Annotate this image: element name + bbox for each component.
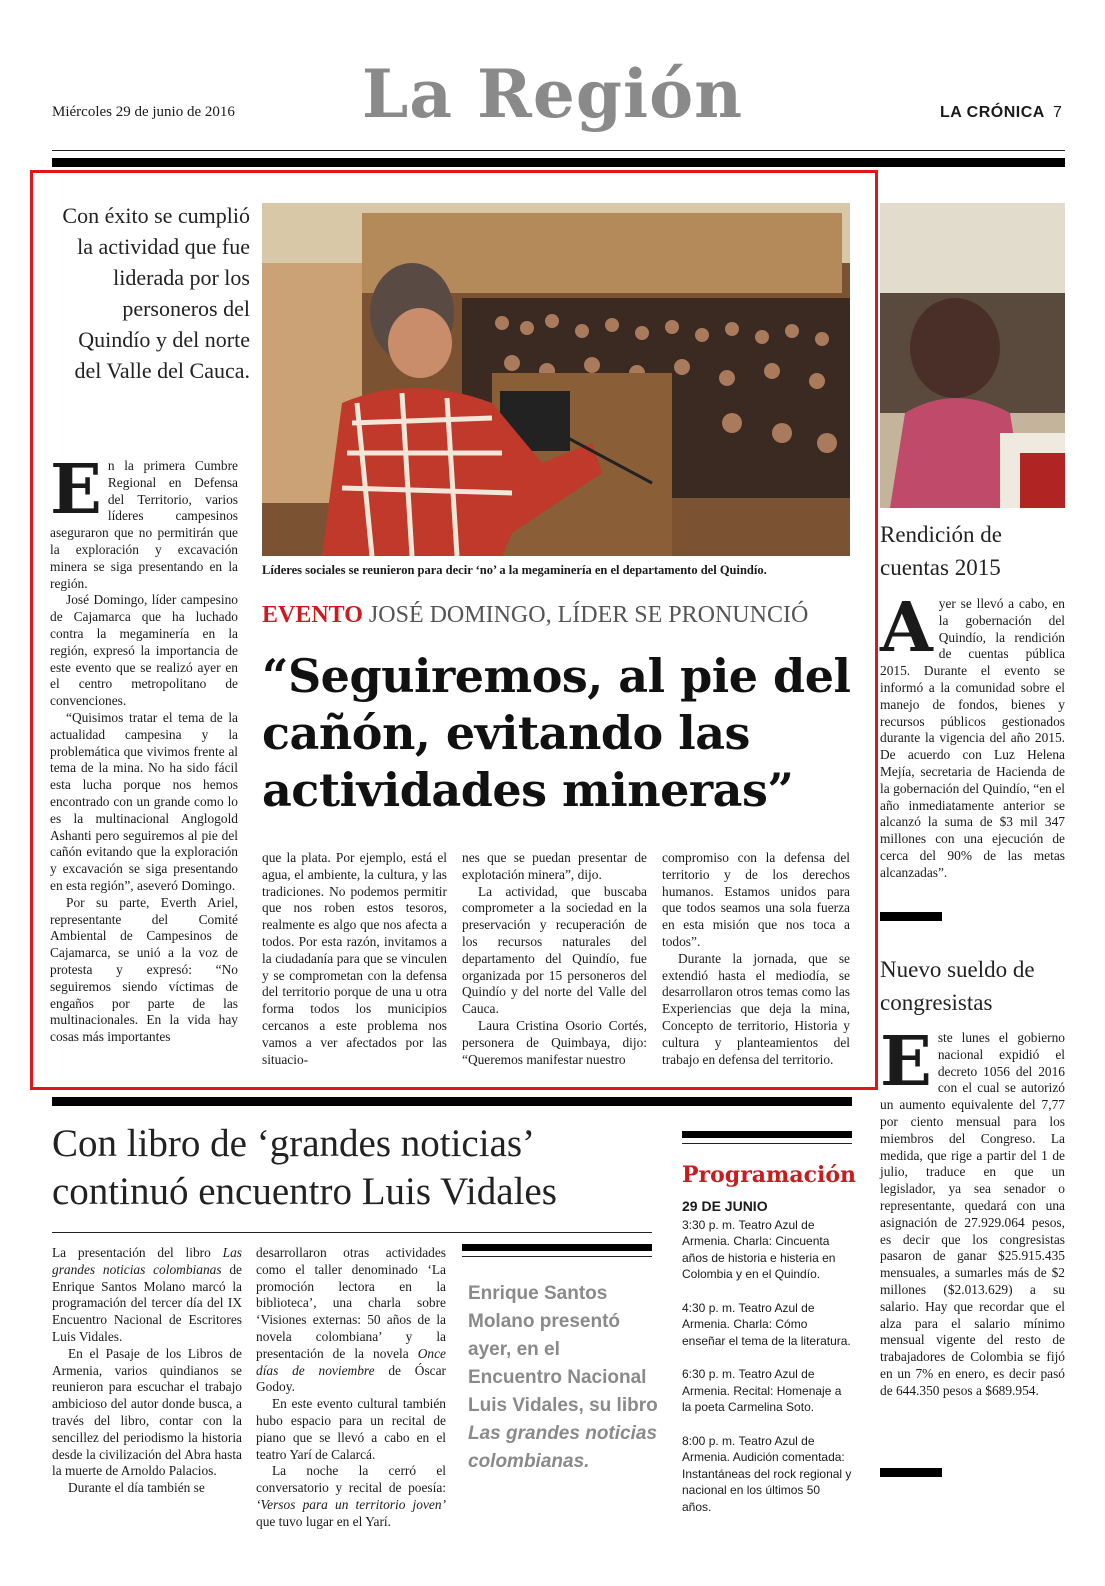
pull-rule [462,1256,652,1257]
header-rule [52,150,1065,151]
programacion-date: 29 DE JUNIO [682,1198,768,1214]
paragraph: ste lunes el gobierno nacional expidió el decreto 1056 del 2016 con el cual se autorizó un aumento equivalente del 7,77 por ciento mensual para los miembros del Congreso. La medida, que rige a partir del 1 de julio, traduce en que un legislador, ya sea senador o representante, quedará con una asignación de 27.929.064 pesos, es decir que los congresistas pasaron de ganar $25.915.435 mensuales, a sumarles más de $2 millones ($2.013.629) a su salario. Hay que recordar que el alza para el salario mínimo mensual vigente del resto de trabajadores de Colombia se fijó en un 7% en enero, es decir pasó de 644.350 pesos a $689.954. [880,1030,1065,1398]
sidebar-text-2 [880,1022,1065,1400]
prog-bar [682,1131,852,1138]
bottom-col-2 [256,1245,446,1531]
pull-bar [462,1244,652,1251]
paragraph: La presentación del libro Las grandes noticias colombianas de Enrique Santos Molano marcó la programación del tercer día del IX Encuentro Nacional de Escritores Luis Vidales. [52,1245,242,1344]
paragraph: nes que se puedan presentar de explotación minera”, dijo. [462,850,647,882]
paragraph: La noche la cerró el conversatorio y recital de poesía: ‘Versos para un territorio joven’ que tuvo lugar en el Yarí. [256,1463,446,1529]
main-col-4 [662,850,850,1068]
bottom-rule [52,1232,652,1233]
drop-cap: E [50,450,102,530]
sidebar-heading-2: Nuevo sueldo de congresistas [880,957,1035,1015]
paragraph: n la primera Cumbre Regional en Defensa del Territorio, varios líderes campesinos aseguraron que no permitirán que la exploración y excavación minera se siga presentando en la región. [50,458,238,591]
newspaper-name: LA CRÓNICA [940,104,1045,121]
sidebar-text-1 [880,588,1065,882]
paragraph: compromiso con la defensa del territorio y de los derechos humanos. Estamos unidos para que todos seamos una sola fuerza en esta misión que nos toca a todos”. [662,850,850,949]
program-item: 3:30 p. m. Teatro Azul de Armenia. Charla: Cincuenta años de historia e histeria en Colombia y en el Quindío. [682,1217,836,1281]
page-number: 7 [1053,104,1062,121]
kicker-label: EVENTO [262,602,363,628]
sidebar-divider [880,1468,942,1477]
programacion-list [682,1198,852,1532]
paragraph: que la plata. Por ejemplo, está el agua, el ambiente, la cultura, y las tradiciones. No podemos permitir que nos roben estos tesoros, realmente es algo que nos afecta a todos. Por esta razón, invitamos a la ciudadanía para que se vinculen y se comprometan con la defensa del territorio porque de una u otra forma todos los municipios cercanos a este problema nos vamos a ver afectados por las situacio- [262,850,447,1067]
sidebar-divider [880,912,942,921]
programacion-title: Programación [682,1162,856,1188]
paragraph: Durante la jornada, que se extendió hasta el mediodía, se desarrollaron otros temas como las Experiencias que deja la mina, Concepto de territorio, Historia y cultura y planteamientos del trabajo en defensa del territorio. [662,950,850,1067]
side-photo [880,203,1065,508]
sidebar-heading-1: Rendición de cuentas 2015 [880,522,1002,580]
paragraph: yer se llevó a cabo, en la gobernación del Quindío, la rendición de cuentas pública 2015. Durante el evento se informó a la comunidad sobre el manejo de fondos, bienes y recursos públicos gestionados durante la vigencia del año 2015. De acuerdo con Luz Helena Mejía, secretaria de Hacienda de la gobernación del Quindío, “en el año inmediatamente anterior se alcanzó la suma de $3 mil 347 millones con una ejecución de cerca del 90% de las metas alcanzadas”. [880,596,1065,880]
program-item: 4:30 p. m. Teatro Azul de Armenia. Charla: Cómo enseñar el tema de la literatura. [682,1300,851,1348]
story-kicker [262,602,808,629]
bottom-headline: Con libro de ‘grandes noticias’ continuó encuentro Luis Vidales [52,1122,557,1213]
drop-cap: E [880,1022,932,1102]
bottom-col-1 [52,1245,242,1497]
program-item: 6:30 p. m. Teatro Azul de Armenia. Recital: Homenaje a la poeta Carmelina Soto. [682,1367,842,1414]
paragraph: Por su parte, Everth Ariel, representante del Comité Ambiental de Campesinos de Cajamarca, se unió a la voz de protesta y expresó: “No seguiremos siendo víctimas de engaños por parte de las multinacionales. En la vida hay cosas más importantes [50,894,238,1045]
drop-cap: A [880,588,933,668]
main-col-2 [262,850,447,1068]
main-col-1 [50,450,238,1046]
header-bar [52,158,1065,167]
prog-rule [682,1143,852,1144]
main-col-3 [462,850,647,1068]
paragraph: José Domingo, líder campesino de Cajamarca que ha luchado contra la megaminería en la región, expresó la importancia de este evento que se realizó ayer en el centro metropolitano de convenciones. [50,592,238,709]
woman-photo [880,203,1065,508]
story-lede: Con éxito se cumplió la actividad que fue liderada por los personeros del Quindío y del norte del Valle del Cauca. [62,203,250,383]
program-item: 8:00 p. m. Teatro Azul de Armenia. Audición comentada: Instantáneas del rock regional y nacional en los últimos 50 años. [682,1433,852,1514]
bottom-bar [52,1097,852,1106]
paragraph: Laura Cristina Osorio Cortés, personera de Quimbaya, dijo: “Queremos manifestar nuestro [462,1017,647,1067]
main-headline: “Seguiremos, al pie del cañón, evitando las actividades mineras” [262,649,851,817]
paragraph: La actividad, que buscaba comprometer a la sociedad en la preservación y recuperación de los recursos naturales del departamento del Quindío, fue organizada por 15 personeros del Quindío y del norte del Valle del Cauca. [462,883,647,1017]
paragraph: Durante el día también se [68,1480,205,1496]
kicker-subhead: JOSÉ DOMINGO, LÍDER SE PRONUNCIÓ [368,602,809,628]
section-title: La Región [361,55,744,133]
conference-photo [262,203,850,556]
issue-date: Miércoles 29 de junio de 2016 [52,104,235,120]
paragraph: En este evento cultural también hubo espacio para un recital de piano que se llevó a cabo en el teatro Yarí de Calarcá. [256,1396,446,1462]
main-photo [262,203,850,556]
paragraph: En el Pasaje de los Libros de Armenia, varios quindianos se reunieron para escuchar el trabajo ambicioso del autor donde busca, a través del libro, contar con la sencillez del periodismo la historia desde la civilización del Abra hasta la muerte de Arnoldo Palacios. [52,1345,242,1479]
photo-caption: Líderes sociales se reunieron para decir ‘no’ a la megaminería en el departamento del Quindío. [262,563,767,577]
paragraph: “Quisimos tratar el tema de la actualidad campesina y la problemática que vivimos frente al tema de la mina. No ha sido fácil esta lucha porque nos hemos encontrado con un grande como lo es la multinacional Anglogold Ashanti pero seguiremos al pie del cañón evitando que la exploración y excavación se siga presentando en esta región”, aseveró Domingo. [50,709,238,893]
pull-quote: Enrique Santos Molano presentó ayer, en el Encuentro Nacional Luis Vidales, su libro Las grandes noticias colombianas. [468,1283,658,1472]
paragraph: desarrollaron otras actividades como el taller denominado ‘La promoción lectora en la biblioteca’, una charla sobre ‘Visiones externas: 50 años de la novela colombiana’ y la presentación de la novela Once días de noviembre de Óscar Godoy. [256,1245,446,1395]
